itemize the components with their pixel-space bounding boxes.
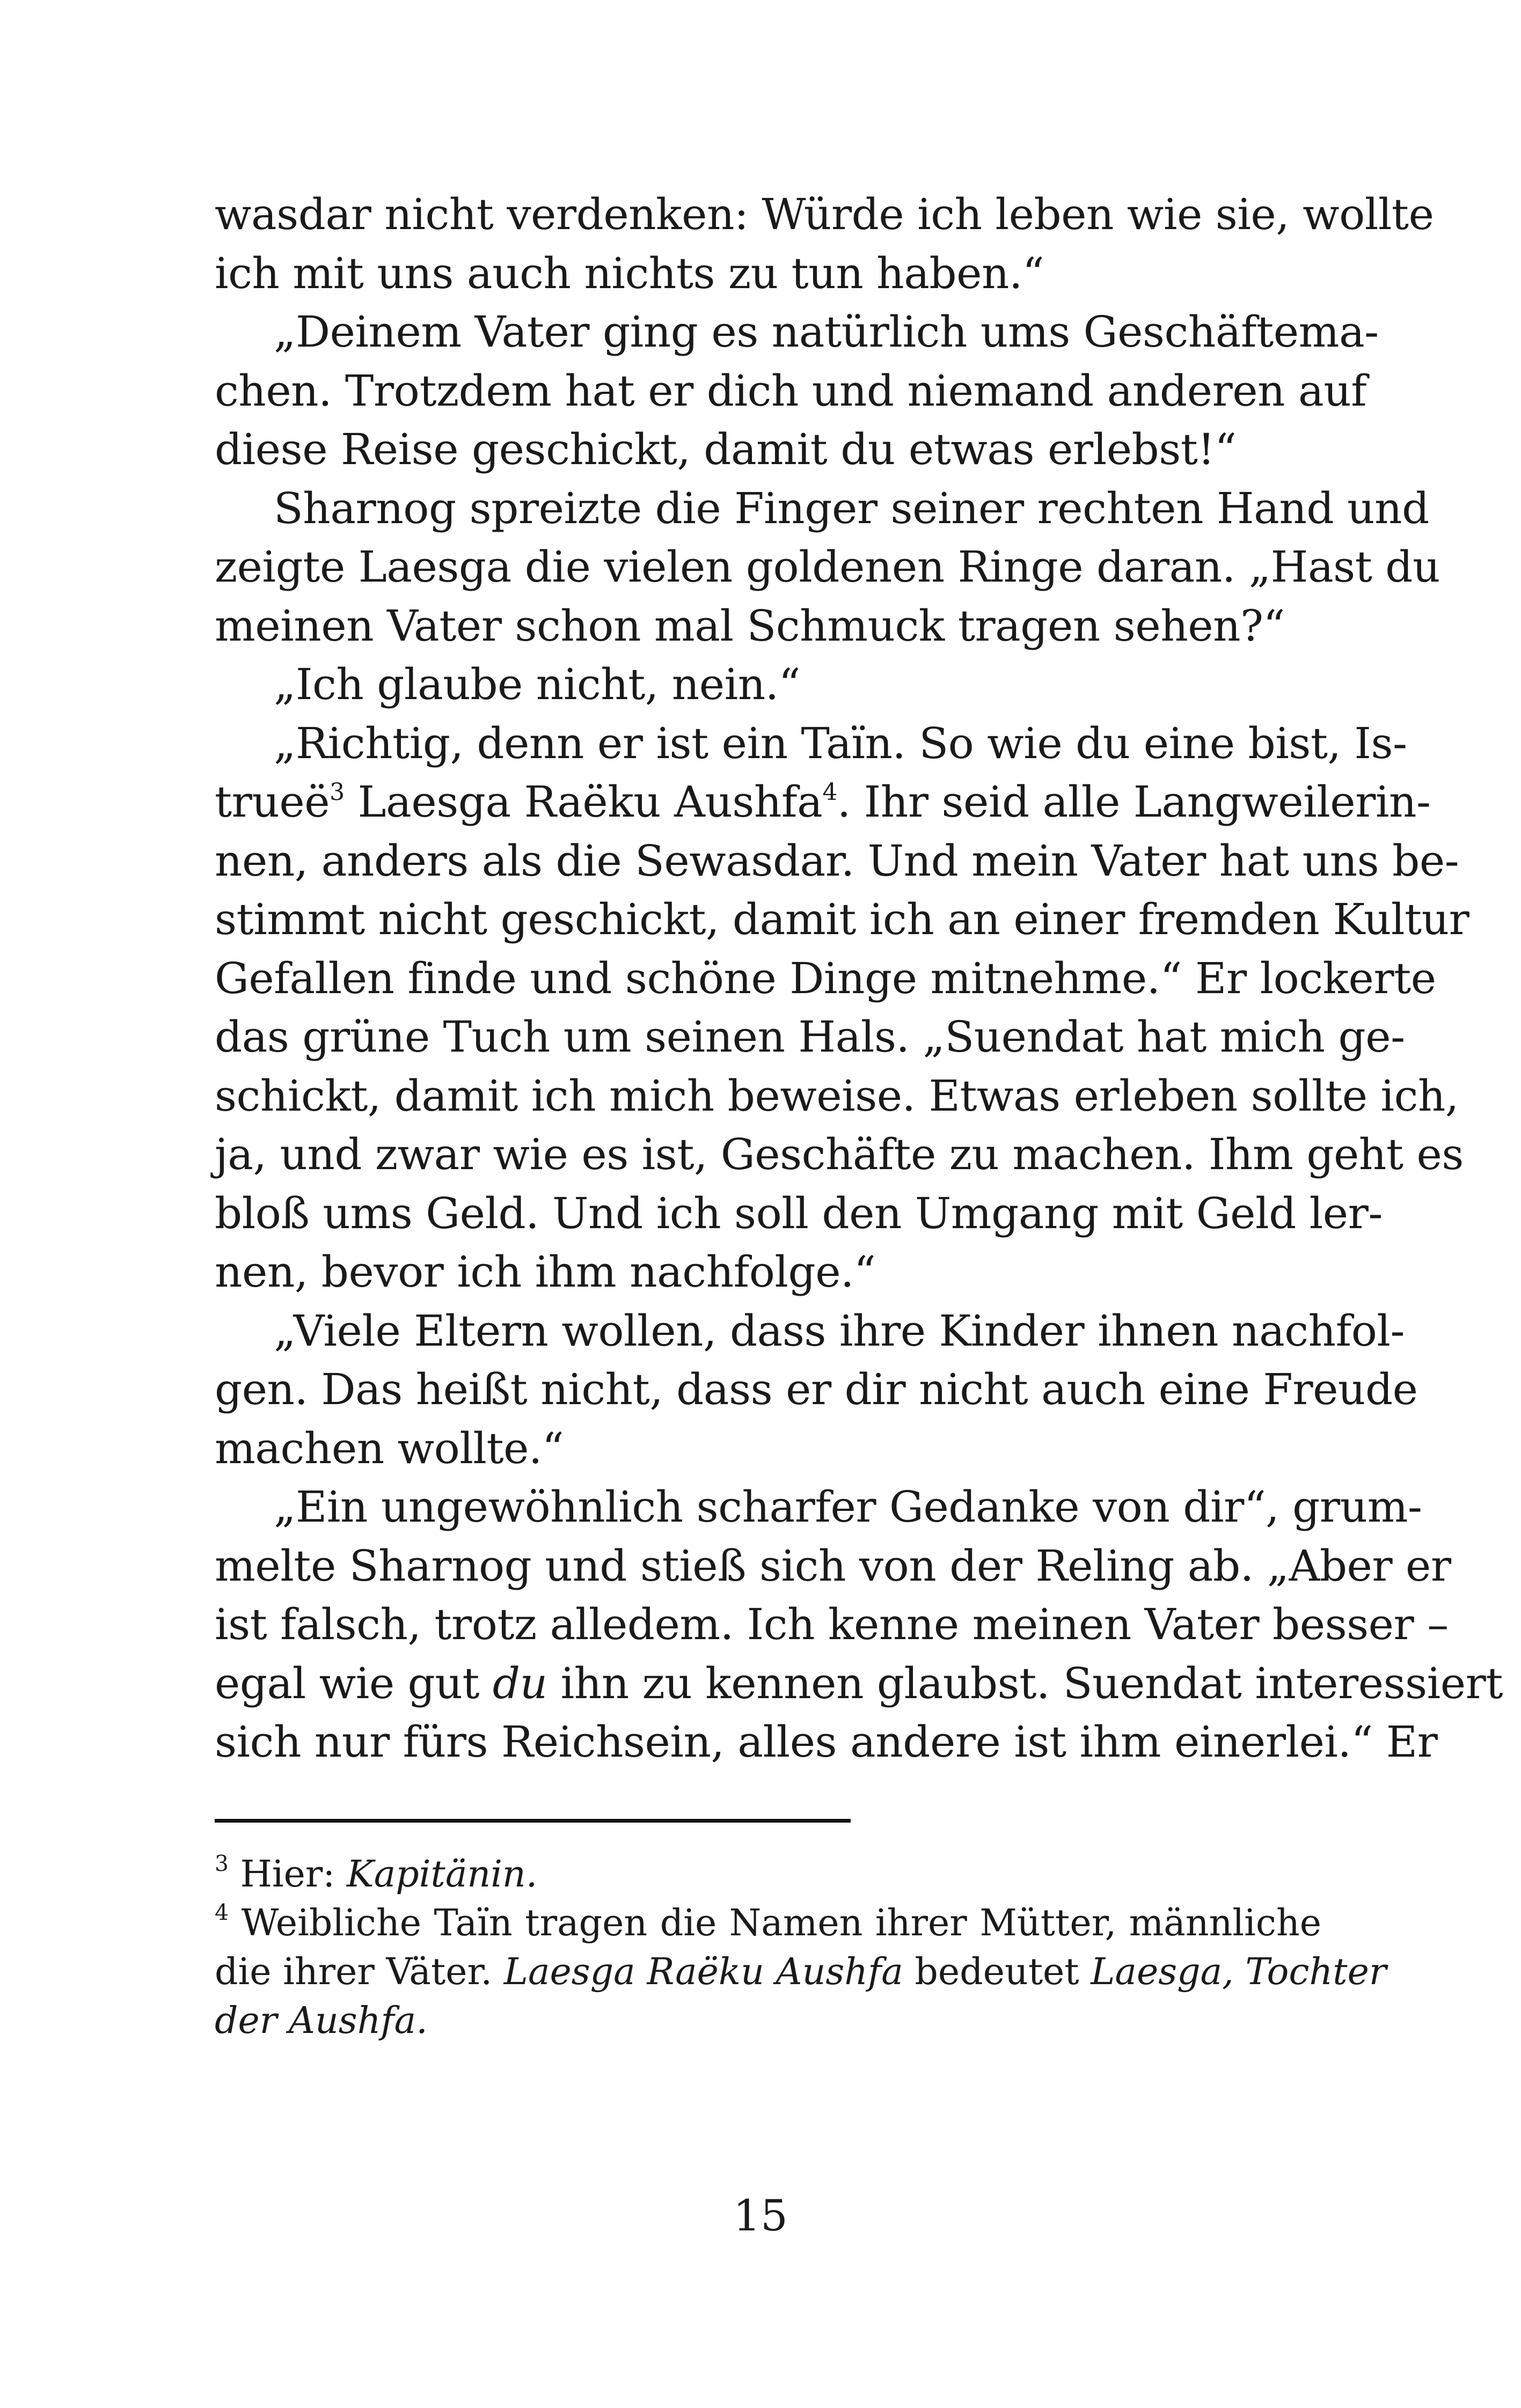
line-text: Gefallen finde und schöne Dinge mitnehme.“ Er lockerte <box>215 953 1436 1003</box>
text-line <box>215 1595 1449 1654</box>
footnote-4-text-1: Weibliche Taïn tragen die Namen ihrer Mütter, männliche <box>228 1902 1321 1944</box>
text-line <box>215 1419 1321 1478</box>
footnote-4-emphasis-2: Laesga, Tochter <box>1091 1951 1387 1993</box>
line-text: wasdar nicht verdenken: Würde ich leben wie sie, wollte <box>215 189 1434 239</box>
line-text: sich nur fürs Reichsein, alles andere ist ihm einerlei.“ Er <box>215 1717 1438 1767</box>
footnote-3 <box>215 1850 1321 1899</box>
footnote-3-emphasis: Kapitänin. <box>346 1853 538 1896</box>
footnote-4-text-2b: bedeutet <box>903 1951 1091 1993</box>
footnote-4-emphasis-3: der Aushfa. <box>215 2000 428 2042</box>
line-text: ist falsch, trotz alledem. Ich kenne meinen Vater besser – <box>215 1599 1449 1649</box>
line-text: das grüne Tuch um seinen Hals. „Suendat hat mich ge- <box>215 1012 1405 1062</box>
footnote-3-marker: 3 <box>215 1851 229 1877</box>
line-text: nen, bevor ich ihm nachfolge.“ <box>215 1247 876 1297</box>
text-line <box>215 1302 1405 1361</box>
line-text: . Ihr seid alle Langweilerin- <box>837 777 1431 827</box>
text-line <box>215 538 1440 597</box>
line-text: egal wie gut <box>215 1658 493 1708</box>
line-text: nen, anders als die Sewasdar. Und mein Vater hat uns be- <box>215 835 1459 886</box>
text-line <box>215 832 1459 891</box>
line-text: ich mit uns auch nichts zu tun haben.“ <box>215 248 1044 298</box>
line-text: ihn zu kennen glaubst. Suendat interessiert <box>547 1658 1503 1708</box>
line-text: „Viele Eltern wollen, dass ihre Kinder ihnen nachfol- <box>274 1305 1405 1356</box>
text-line <box>215 1243 1321 1302</box>
text-line <box>215 655 1321 714</box>
line-text: „Deinem Vater ging es natürlich ums Geschäftema- <box>274 307 1379 357</box>
line-text: „Ein ungewöhnlich scharfer Gedanke von dir“, grum- <box>274 1482 1422 1532</box>
footnotes <box>215 1850 1387 2045</box>
text-line <box>215 890 1469 949</box>
text-line <box>215 1125 1464 1184</box>
text-line <box>215 244 1321 303</box>
text-line <box>215 1713 1438 1772</box>
text-line <box>215 303 1379 362</box>
footnote-4-line-3 <box>215 1996 1321 2045</box>
line-text: „Richtig, denn er ist ein Taïn. So wie du eine bist, Is- <box>274 718 1407 768</box>
footnote-ref: 4 <box>822 779 837 806</box>
text-line <box>215 1478 1422 1537</box>
text-line <box>215 714 1407 773</box>
line-text: diese Reise geschickt, damit du etwas erlebst!“ <box>215 424 1237 474</box>
line-text: stimmt nicht geschickt, damit ich an einer fremden Kultur <box>215 894 1469 944</box>
footnote-4-text-2a: die ihrer Väter. <box>215 1951 504 1993</box>
footnote-4-marker: 4 <box>215 1899 229 1926</box>
line-text: zeigte Laesga die vielen goldenen Ringe daran. „Hast du <box>215 542 1440 592</box>
footnote-4-line-1 <box>215 1899 1321 1948</box>
line-text: trueë <box>215 777 330 827</box>
text-line <box>215 597 1321 656</box>
footnote-separator <box>215 1819 851 1823</box>
line-text: bloß ums Geld. Und ich soll den Umgang mit Geld ler- <box>215 1188 1383 1238</box>
text-line <box>215 1184 1383 1243</box>
text-line <box>215 949 1436 1008</box>
line-text: gen. Das heißt nicht, dass er dir nicht auch eine Freude <box>215 1364 1418 1414</box>
text-line <box>215 1537 1451 1596</box>
line-text: melte Sharnog und stieß sich von der Reling ab. „Aber er <box>215 1540 1451 1591</box>
line-text: Sharnog spreizte die Finger seiner rechten Hand und <box>274 483 1429 533</box>
line-text: meinen Vater schon mal Schmuck tragen sehen?“ <box>215 600 1285 651</box>
footnote-ref: 3 <box>330 779 345 806</box>
text-line <box>215 773 1431 832</box>
text-line <box>215 1008 1405 1067</box>
line-text: Laesga Raëku Aushfa <box>344 777 823 827</box>
line-text: schickt, damit ich mich beweise. Etwas erleben sollte ich, <box>215 1070 1459 1121</box>
line-text: ja, und zwar wie es ist, Geschäfte zu machen. Ihm geht es <box>215 1129 1464 1179</box>
footnote-3-text: Hier: <box>228 1853 347 1896</box>
footnote-4-line-2 <box>215 1948 1387 1996</box>
line-text: machen wollte.“ <box>215 1423 564 1473</box>
text-line <box>215 1654 1503 1713</box>
text-line <box>215 1360 1418 1419</box>
line-text: chen. Trotzdem hat er dich und niemand anderen auf <box>215 365 1367 416</box>
text-line <box>215 362 1367 421</box>
footnote-4-emphasis-1: Laesga Raëku Aushfa <box>503 1951 903 1993</box>
text-line <box>215 420 1321 479</box>
text-line <box>215 479 1429 538</box>
text-line <box>215 1067 1459 1126</box>
line-text: „Ich glaube nicht, nein.“ <box>274 659 801 709</box>
text-line <box>215 185 1434 244</box>
body-text <box>215 185 1503 1772</box>
emphasis: du <box>492 1658 547 1708</box>
page-number: 15 <box>733 2191 788 2241</box>
